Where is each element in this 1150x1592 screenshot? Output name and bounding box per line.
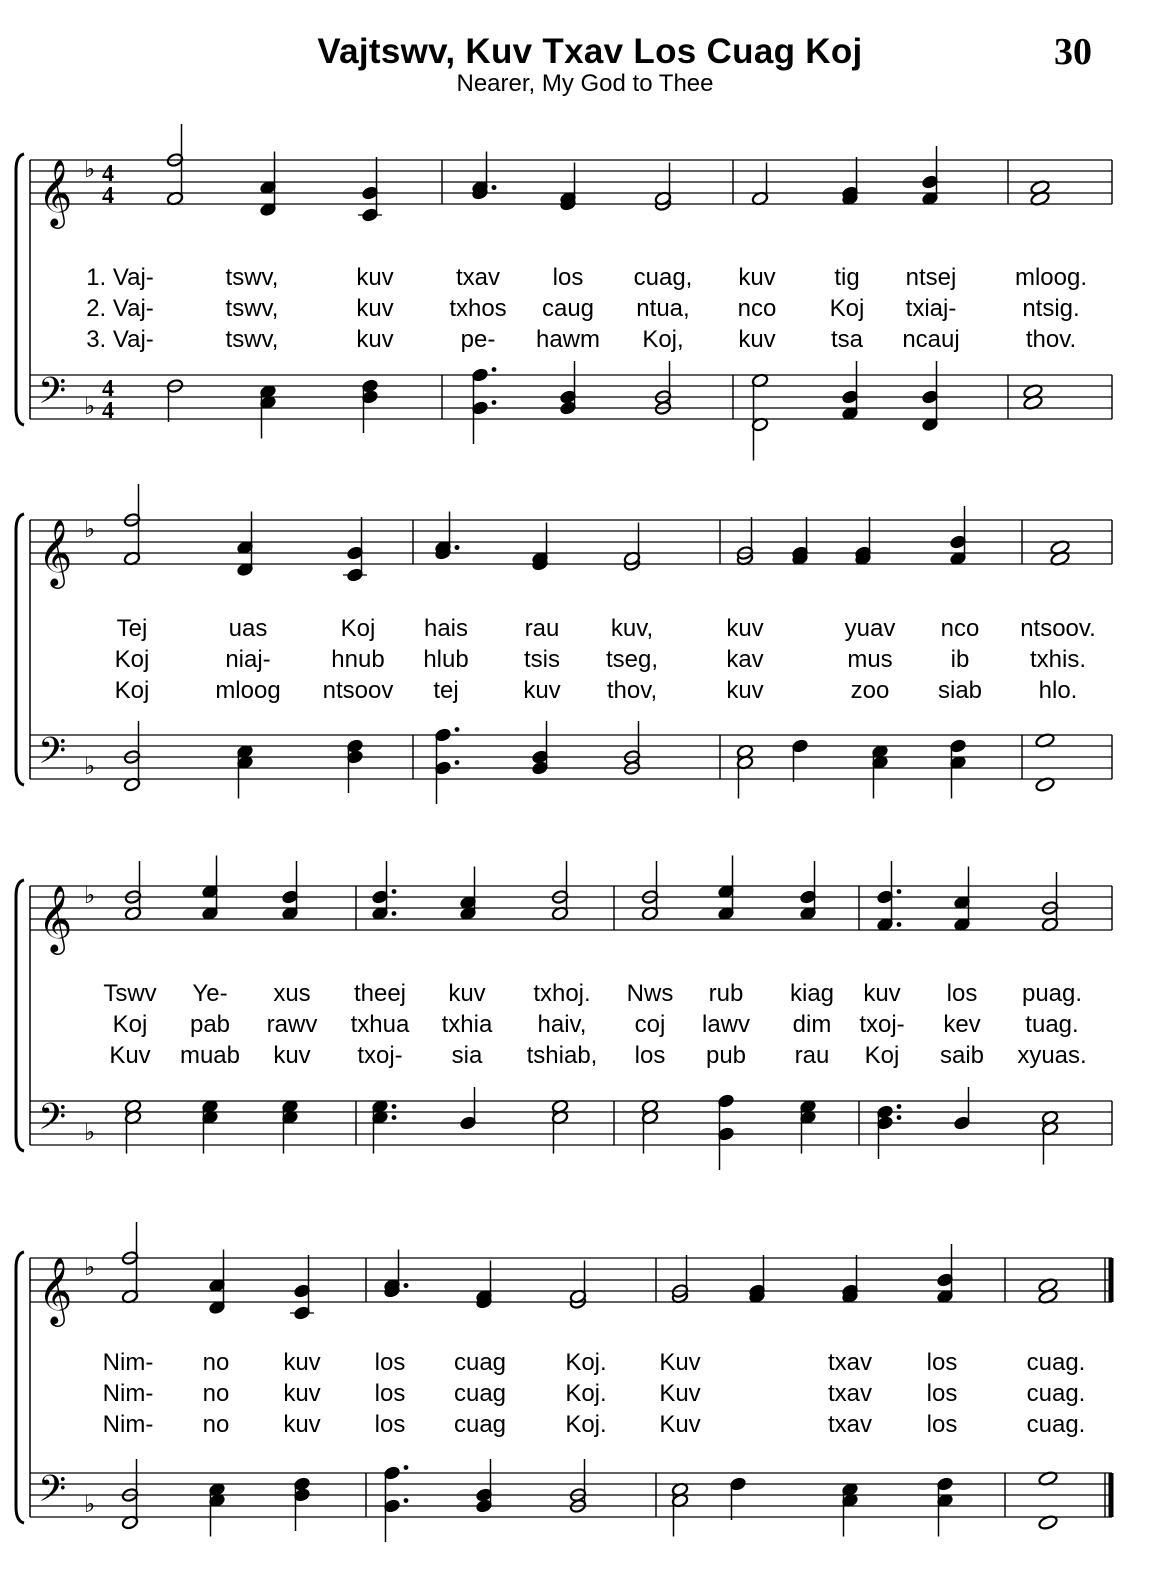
hymn-subtitle: Nearer, My God to Thee <box>456 70 714 97</box>
lyric-syllable: Koj <box>829 295 865 322</box>
treble-clef-icon: 𝄞 <box>38 1256 73 1324</box>
lyric-syllable: niaj- <box>225 646 271 673</box>
lyric-syllable: txoj- <box>357 1042 403 1069</box>
lyric-syllable: 3. Vaj- <box>86 326 154 353</box>
lyrics <box>103 1349 1086 1438</box>
dot <box>392 1104 397 1109</box>
flat-icon: ♭ <box>84 1490 96 1518</box>
treble-notes <box>124 856 1059 933</box>
treble-clef-icon: 𝄞 <box>38 884 73 952</box>
lyric-syllable: pab <box>189 1011 231 1038</box>
lyric-syllable: txhis. <box>1029 646 1087 673</box>
lyric-syllable: ncauj <box>902 326 960 353</box>
dot <box>492 185 497 190</box>
bass-notes <box>166 361 1043 461</box>
bass-clef-icon: 𝄢 <box>38 730 67 781</box>
dot <box>897 1104 902 1109</box>
lyric-syllable: kuv <box>523 677 561 704</box>
lyric-syllable: los <box>926 1380 958 1407</box>
lyric-syllable: ib <box>950 646 970 673</box>
lyric-syllable: dim <box>792 1011 832 1038</box>
lyric-syllable: caug <box>541 295 595 322</box>
lyric-syllable: los <box>946 980 978 1007</box>
bass-staff <box>30 1101 1112 1145</box>
page-number: 30 <box>1054 31 1092 73</box>
lyric-syllable: txav <box>827 1411 873 1438</box>
lyric-syllable: nco <box>737 295 777 322</box>
lyric-syllable: no <box>202 1380 230 1407</box>
lyric-syllable: los <box>634 1042 666 1069</box>
dot <box>404 1465 409 1470</box>
lyric-syllable: mus <box>847 646 893 673</box>
time-signature-upper: 4 <box>102 376 114 402</box>
dot <box>455 727 460 732</box>
dot <box>404 1498 409 1503</box>
dot <box>492 400 497 405</box>
flat-icon: ♭ <box>84 752 96 780</box>
lyric-syllable: tsis <box>524 646 560 673</box>
hymn-title: Vajtswv, Kuv Txav Los Cuag Koj <box>317 32 863 71</box>
lyric-syllable: Nim- <box>102 1411 154 1438</box>
lyric-syllable: hlub <box>423 646 469 673</box>
lyric-syllable: 1. Vaj- <box>86 264 154 291</box>
lyric-syllable: rawv <box>266 1011 318 1038</box>
lyric-syllable: kuv <box>738 264 776 291</box>
lyric-syllable: kuv <box>356 295 394 322</box>
lyric-syllable: kuv <box>726 677 764 704</box>
lyric-syllable: Koj <box>864 1042 900 1069</box>
lyric-syllable: cuag. <box>1026 1349 1086 1376</box>
lyric-syllable: saib <box>939 1042 985 1069</box>
lyric-syllable: Ye- <box>192 980 228 1007</box>
system-bracket <box>16 880 24 1151</box>
dot <box>392 911 397 916</box>
lyric-syllable: Nws <box>626 980 674 1007</box>
lyric-syllable: cuag, <box>633 264 693 291</box>
lyric-syllable: tshiab, <box>526 1042 598 1069</box>
time-signature-lower: 4 <box>102 183 114 209</box>
lyric-syllable: kuv <box>283 1380 321 1407</box>
treble-staff <box>30 886 1112 930</box>
lyric-syllable: Tej <box>116 615 148 642</box>
bass-staff <box>30 735 1112 779</box>
lyric-syllable: rau <box>794 1042 830 1069</box>
dot <box>392 1115 397 1120</box>
lyric-syllable: ntsoov <box>322 677 394 704</box>
lyric-syllable: theej <box>353 980 407 1007</box>
lyric-syllable: tseg, <box>605 646 659 673</box>
dot <box>897 889 902 894</box>
lyric-syllable: coj <box>634 1011 666 1038</box>
lyric-syllable: los <box>926 1349 958 1376</box>
time-signature-upper: 4 <box>102 161 114 187</box>
lyric-syllable: los <box>926 1411 958 1438</box>
lyric-syllable: kuv <box>863 980 901 1007</box>
lyric-syllable: Koj <box>114 646 150 673</box>
lyric-syllable: tswv, <box>225 264 279 291</box>
lyric-syllable: yuav <box>844 615 896 642</box>
lyric-syllable: txhos <box>449 295 507 322</box>
lyric-syllable: txoj- <box>859 1011 905 1038</box>
lyrics <box>115 615 1096 704</box>
lyric-syllable: kuv <box>283 1349 321 1376</box>
lyric-syllable: Koj. <box>565 1411 607 1438</box>
bass-notes <box>121 1459 1058 1542</box>
lyric-syllable: Nim- <box>102 1349 154 1376</box>
lyric-syllable: Koj. <box>565 1380 607 1407</box>
lyric-syllable: lawv <box>701 1011 751 1038</box>
treble-notes <box>121 1222 1058 1321</box>
lyrics <box>103 980 1086 1069</box>
system-1 <box>16 124 1112 461</box>
lyric-syllable: txhua <box>350 1011 410 1038</box>
system-2 <box>16 484 1112 804</box>
lyric-syllable: kuv <box>283 1411 321 1438</box>
lyric-syllable: kuv <box>356 264 394 291</box>
lyric-syllable: cuag <box>453 1380 507 1407</box>
lyric-syllable: cuag <box>453 1349 507 1376</box>
dot <box>455 760 460 765</box>
lyric-syllable: cuag. <box>1026 1411 1086 1438</box>
lyric-syllable: rau <box>524 615 560 642</box>
lyric-syllable: tej <box>433 677 459 704</box>
flat-icon: ♭ <box>84 155 96 183</box>
lyric-syllable: kiag <box>789 980 835 1007</box>
lyric-syllable: thov, <box>606 677 658 704</box>
lyric-syllable: hais <box>423 615 469 642</box>
lyric-syllable: tswv, <box>225 295 279 322</box>
time-signature-lower: 4 <box>102 398 114 424</box>
lyric-syllable: ntua, <box>636 295 690 322</box>
lyric-syllable: uas <box>228 615 268 642</box>
lyric-syllable: ntsig. <box>1022 295 1080 322</box>
lyric-syllable: Kuv <box>109 1042 151 1069</box>
lyric-syllable: Kuv <box>659 1349 701 1376</box>
lyric-syllable: kuv <box>738 326 776 353</box>
lyric-syllable: rub <box>708 980 744 1007</box>
lyric-syllable: los <box>374 1349 406 1376</box>
lyric-syllable: no <box>202 1349 230 1376</box>
dot <box>897 922 902 927</box>
lyric-syllable: tuag. <box>1025 1011 1079 1038</box>
lyric-syllable: thov. <box>1025 326 1077 353</box>
lyric-syllable: cuag <box>453 1411 507 1438</box>
lyric-syllable: mloog. <box>1014 264 1088 291</box>
lyric-syllable: muab <box>179 1042 241 1069</box>
dot <box>404 1283 409 1288</box>
system-4 <box>16 1222 1111 1542</box>
lyric-syllable: puag. <box>1021 980 1083 1007</box>
lyrics <box>86 264 1087 353</box>
dot <box>492 367 497 372</box>
lyric-syllable: txav <box>827 1380 873 1407</box>
lyric-syllable: pub <box>705 1042 747 1069</box>
flat-icon: ♭ <box>84 881 96 909</box>
lyric-syllable: ntsej <box>905 264 957 291</box>
lyric-syllable: Koj <box>114 677 150 704</box>
lyric-syllable: mloog <box>215 677 281 704</box>
lyric-syllable: Nim- <box>102 1380 154 1407</box>
lyric-syllable: Koj. <box>565 1349 607 1376</box>
lyric-syllable: kuv <box>448 980 486 1007</box>
lyric-syllable: txhoj. <box>533 980 591 1007</box>
lyric-syllable: hawm <box>535 326 601 353</box>
lyric-syllable: txav <box>455 264 501 291</box>
bass-notes <box>124 1087 1059 1170</box>
treble-notes <box>166 124 1050 223</box>
lyric-syllable: kuv, <box>610 615 654 642</box>
lyric-syllable: Tswv <box>103 980 157 1007</box>
lyric-syllable: los <box>552 264 584 291</box>
lyric-syllable: siab <box>937 677 983 704</box>
lyric-syllable: ntsoov. <box>1020 615 1096 642</box>
lyric-syllable: xus <box>273 980 311 1007</box>
lyric-syllable: tswv, <box>225 326 279 353</box>
lyric-syllable: zoo <box>850 677 890 704</box>
treble-notes <box>123 484 1070 583</box>
lyric-syllable: kuv <box>356 326 394 353</box>
flat-icon: ♭ <box>84 1253 96 1281</box>
lyric-syllable: nco <box>940 615 980 642</box>
lyric-syllable: tsa <box>830 326 864 353</box>
bass-clef-icon: 𝄢 <box>38 1096 67 1147</box>
bass-clef-icon: 𝄢 <box>38 1468 67 1519</box>
system-bracket <box>16 514 24 785</box>
flat-icon: ♭ <box>84 392 96 420</box>
system-bracket <box>16 154 24 425</box>
lyric-syllable: tig <box>834 264 860 291</box>
bass-notes <box>123 721 1055 804</box>
flat-icon: ♭ <box>84 1118 96 1146</box>
lyric-syllable: cuag. <box>1026 1380 1086 1407</box>
lyric-syllable: txiaj- <box>905 295 957 322</box>
lyric-syllable: los <box>374 1411 406 1438</box>
lyric-syllable: kev <box>943 1011 981 1038</box>
dot <box>392 889 397 894</box>
dot <box>897 1115 902 1120</box>
lyric-syllable: kav <box>726 646 764 673</box>
dot <box>455 545 460 550</box>
lyric-syllable: Kuv <box>659 1411 701 1438</box>
lyric-syllable: Kuv <box>659 1380 701 1407</box>
lyric-syllable: los <box>374 1380 406 1407</box>
treble-clef-icon: 𝄞 <box>38 158 73 226</box>
lyric-syllable: Koj <box>112 1011 148 1038</box>
lyric-syllable: pe- <box>460 326 496 353</box>
lyric-syllable: hnub <box>331 646 385 673</box>
lyric-syllable: 2. Vaj- <box>86 295 154 322</box>
flat-icon: ♭ <box>84 515 96 543</box>
lyric-syllable: Koj <box>340 615 376 642</box>
lyric-syllable: no <box>202 1411 230 1438</box>
lyric-syllable: xyuas. <box>1017 1042 1087 1069</box>
lyric-syllable: kuv <box>273 1042 311 1069</box>
lyric-syllable: Koj, <box>642 326 684 353</box>
lyric-syllable: kuv <box>726 615 764 642</box>
treble-staff <box>30 520 1112 564</box>
bass-clef-icon: 𝄢 <box>38 370 67 421</box>
treble-clef-icon: 𝄞 <box>38 518 73 586</box>
lyric-syllable: txav <box>827 1349 873 1376</box>
lyric-syllable: haiv, <box>537 1011 587 1038</box>
lyric-syllable: sia <box>451 1042 483 1069</box>
lyric-syllable: hlo. <box>1038 677 1078 704</box>
system-bracket <box>16 1252 24 1523</box>
lyric-syllable: txhia <box>441 1011 493 1038</box>
